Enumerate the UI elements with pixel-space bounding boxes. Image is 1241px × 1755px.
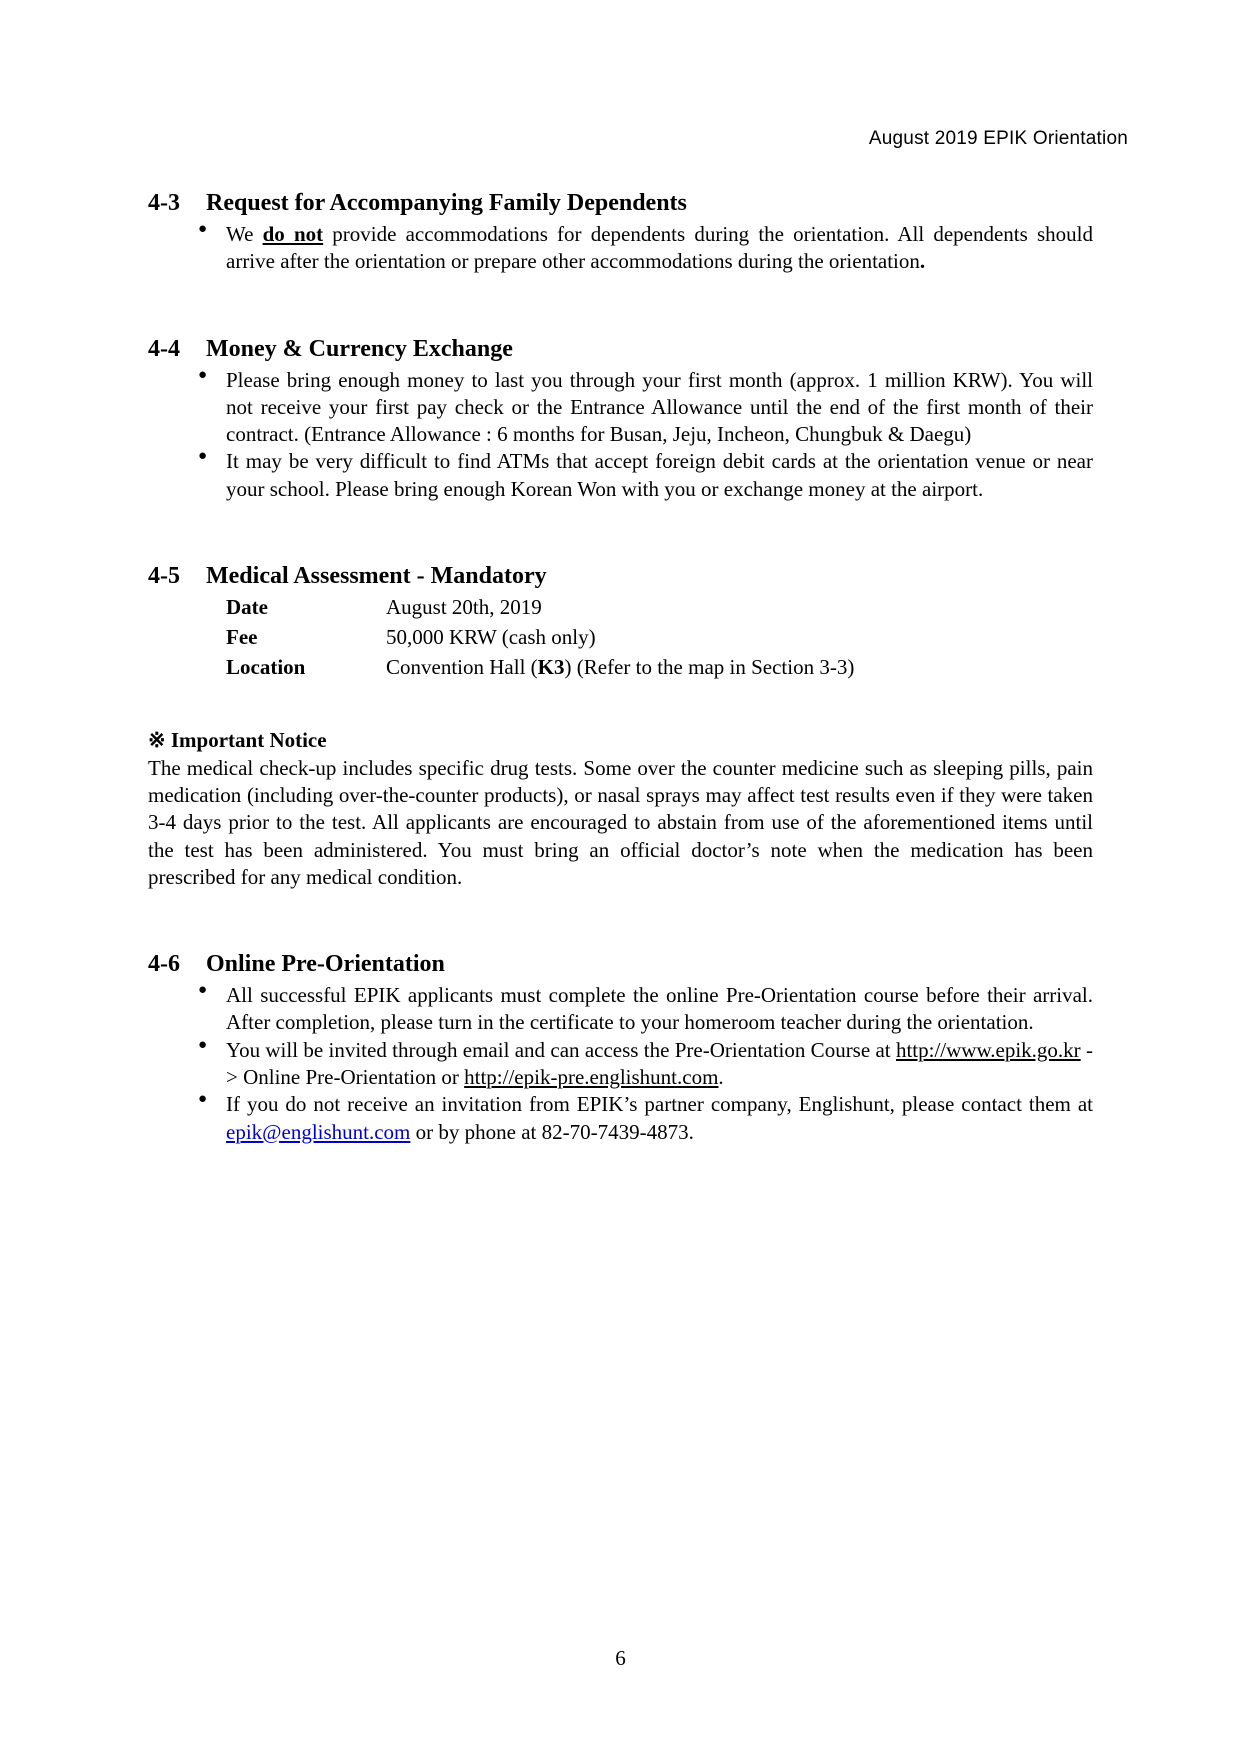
englishunt-email-link[interactable]: epik@englishunt.com (226, 1119, 411, 1144)
bullet-text: It may be very difficult to find ATMs that accept foreign debit cards at the orientation venue or near your school. Please bring enough Korean Won with you or exchange money at the airport. (226, 449, 1093, 501)
list-item (148, 1091, 1093, 1146)
bullet-list-4-3 (148, 221, 1093, 276)
spacer (148, 503, 1093, 563)
detail-label-date: Date (226, 595, 268, 620)
page-header: August 2019 EPIK Orientation (868, 128, 1128, 149)
section-number: 4-3 (148, 190, 180, 216)
table-row (226, 594, 854, 624)
epik-pre-orientation-link[interactable]: http://epik-pre.englishunt.com (464, 1065, 719, 1090)
table-row (226, 624, 854, 654)
notice-title-text: Important Notice (170, 727, 327, 752)
list-item (148, 221, 1093, 276)
bullet-text-pre: You will be invited through email and can access the Pre-Orientation Course at (226, 1037, 896, 1062)
section-heading-4-6 (148, 951, 1093, 978)
bullet-text-pre: If you do not receive an invitation from EPIK’s partner company, Englishunt, please contact them at (226, 1092, 1093, 1117)
spacer (148, 891, 1093, 951)
list-item (148, 367, 1093, 449)
section-title: Request for Accompanying Family Dependents (206, 190, 687, 216)
detail-value-fee: 50,000 KRW (cash only) (386, 624, 596, 649)
bullet-text-period: . (919, 249, 926, 274)
bullet-text-part: We (226, 222, 263, 246)
section-heading-4-5 (148, 563, 1093, 590)
important-notice-body: The medical check-up includes specific drug tests. Some over the counter medicine such as sleeping pills, pain medication (including over-the-counter products), or nasal sprays may affect test results even if they were taken 3-4 days prior to the test. All applicants are encouraged to abstain from use of the aforementioned items until the test has been administered. You must bring an official doctor’s note when the medication has been prescribed for any medical condition. (148, 755, 1093, 889)
bullet-text: All successful EPIK applicants must complete the online Pre-Orientation course before their arrival. After completion, please turn in the certificate to your homeroom teacher during the orientation. (226, 983, 1093, 1035)
table-row (226, 654, 854, 684)
important-notice-title (148, 728, 1093, 753)
section-number: 4-5 (148, 563, 180, 590)
location-text-post: ) (Refer to the map in Section 3-3) (564, 654, 855, 679)
spacer (148, 684, 1093, 728)
bullet-text-part: provide accommodations for dependents during the orientation. All dependents should arrive after the orientation or prepare other accommodations during the orientation (226, 222, 1093, 274)
page-number: 6 (615, 1646, 626, 1670)
medical-assessment-details (226, 594, 854, 684)
detail-label-fee: Fee (226, 624, 258, 649)
section-number: 4-6 (148, 951, 180, 978)
bullet-list-4-6 (148, 982, 1093, 1146)
epik-website-link[interactable]: http://www.epik.go.kr (895, 1037, 1081, 1062)
section-heading-4-4 (148, 336, 1093, 363)
document-content (148, 190, 1093, 1146)
location-text-pre: Convention Hall ( (386, 654, 538, 679)
detail-value-location (386, 654, 854, 684)
list-item (148, 982, 1093, 1037)
list-item (148, 1037, 1093, 1092)
detail-label-location: Location (226, 654, 306, 679)
bullet-text-emphasis: do not (262, 222, 324, 246)
notice-marker-icon: ※ (148, 727, 166, 752)
spacer (148, 276, 1093, 336)
section-heading-4-3 (148, 190, 1093, 217)
detail-value-date: August 20th, 2019 (386, 595, 542, 620)
bullet-list-4-4 (148, 367, 1093, 503)
section-number: 4-4 (148, 335, 180, 362)
bullet-text-post: or by phone at 82-70-7439-4873. (410, 1119, 694, 1144)
section-title: Online Pre-Orientation (206, 951, 445, 978)
bullet-text-mid: -> Online Pre-Orientation or (226, 1037, 1093, 1090)
section-title: Money & Currency Exchange (206, 335, 513, 362)
bullet-text: Please bring enough money to last you through your first month (approx. 1 million KRW). You will not receive your first pay check or the Entrance Allowance until the end of the first month of their contract. (Entrance Allowance : 6 months for Busan, Jeju, Incheon, Chungbuk & Daegu) (226, 367, 1093, 447)
bullet-text-post: . (718, 1065, 724, 1090)
location-code: K3 (537, 654, 565, 679)
list-item (148, 448, 1093, 503)
section-title: Medical Assessment - Mandatory (206, 563, 547, 590)
